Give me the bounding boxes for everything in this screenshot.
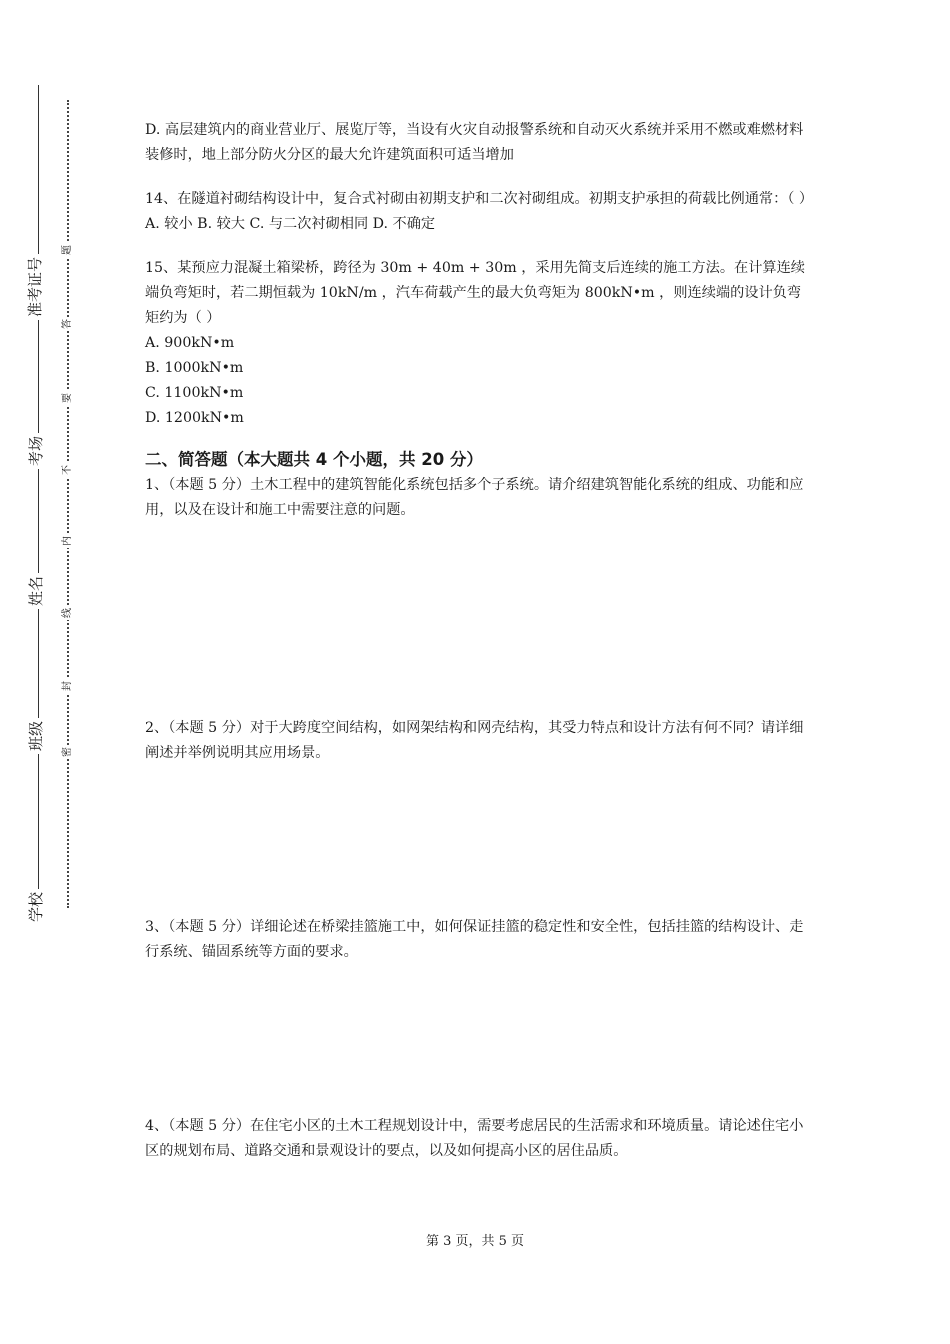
q15-option-c: C. 1100kN•m (145, 385, 244, 401)
q14-stem: 14、在隧道衬砌结构设计中，复合式衬砌由初期支护和二次衬砌组成。初期支护承担的荷载比例通常：（ ） (145, 191, 814, 207)
short-answer-q4: 4、（本题 5 分）在住宅小区的土木工程规划设计中，需要考虑居民的生活需求和环境质量。请论述住宅小区的规划布局、道路交通和景观设计的要点，以及如何提高小区的居住品质。 (145, 1118, 804, 1159)
seal-char: 要 (62, 393, 73, 403)
binding-solid-line (38, 85, 39, 905)
q15-option-d: D. 1200kN•m (145, 410, 244, 426)
seal-char: 封 (62, 681, 73, 691)
q15-stem: 15、某预应力混凝土箱梁桥，跨径为 30m + 40m + 30m ，采用先简支后连续的施工方法。在计算连续端负弯矩时，若二期恒载为 10kN/m ，汽车荷载产生的最大负弯矩为 800kN•m ，则连续端的设计负弯矩约为（ ） (145, 260, 805, 326)
q14-options: A. 较小 B. 较大 C. 与二次衬砌相同 D. 不确定 (145, 216, 436, 232)
seal-char: 内 (62, 536, 73, 546)
short-answer-q3: 3、（本题 5 分）详细论述在桥梁挂篮施工中，如何保证挂篮的稳定性和安全性，包括挂篮的结构设计、走行系统、锚固系统等方面的要求。 (145, 919, 804, 960)
seal-char: 不 (62, 465, 73, 475)
binding-margin (0, 0, 100, 1344)
q13-option-d: D. 高层建筑内的商业营业厅、展览厅等，当设有火灾自动报警系统和自动灭火系统并采用不燃或难燃材料装修时，地上部分防火分区的最大允许建筑面积可适当增加 (145, 122, 804, 163)
q15-option-b: B. 1000kN•m (145, 360, 244, 376)
field-exam-room-label: 考场 (27, 433, 45, 469)
seal-char: 线 (62, 608, 73, 618)
binding-dotted-line (67, 100, 69, 908)
page-footer: 第 3 页，共 5 页 (425, 1234, 525, 1249)
short-answer-q2: 2、（本题 5 分）对于大跨度空间结构，如网架结构和网壳结构，其受力特点和设计方法有何不同？请详细阐述并举例说明其应用场景。 (145, 720, 804, 761)
field-name-label: 姓名 (27, 573, 45, 609)
exam-content (145, 118, 815, 523)
seal-char: 答 (62, 319, 73, 329)
q15-option-a: A. 900kN•m (145, 335, 235, 351)
section-heading: 二、简答题（本大题共 4 个小题，共 20 分） (145, 450, 483, 469)
seal-char: 密 (62, 747, 73, 757)
field-class-label: 班级 (27, 718, 45, 754)
field-exam-id-label: 准考证号 (26, 254, 44, 320)
field-school-label: 学校 (27, 889, 45, 925)
short-answer-q1: 1、（本题 5 分）土木工程中的建筑智能化系统包括多个子系统。请介绍建筑智能化系统的组成、功能和应用，以及在设计和施工中需要注意的问题。 (145, 477, 804, 518)
seal-char: 题 (62, 245, 73, 255)
